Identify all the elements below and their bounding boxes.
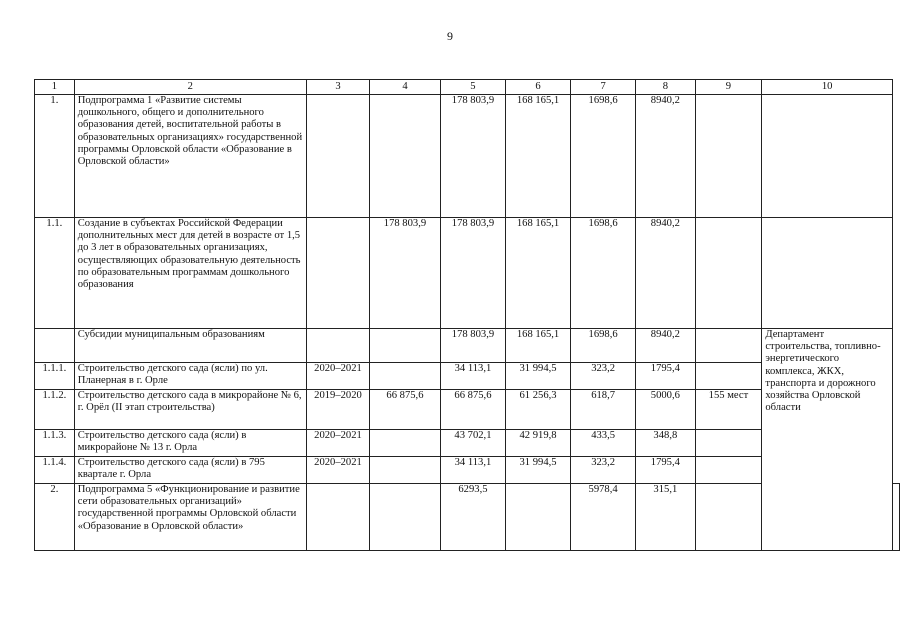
row-col-4: 66 875,6 bbox=[370, 390, 441, 430]
col-header-1: 1 bbox=[35, 80, 75, 95]
col-header-6: 6 bbox=[506, 80, 571, 95]
row-name: Строительство детского сада (ясли) по ул. Планерная в г. Орле bbox=[74, 363, 306, 390]
col-header-9: 9 bbox=[695, 80, 762, 95]
row-col-6: 168 165,1 bbox=[506, 329, 571, 363]
col-header-8: 8 bbox=[636, 80, 695, 95]
row-col-6: 42 919,8 bbox=[506, 430, 571, 457]
row-col-9 bbox=[695, 95, 762, 218]
row-number: 2. bbox=[35, 484, 75, 551]
row-col-6: 168 165,1 bbox=[506, 95, 571, 218]
row-number: 1.1.1. bbox=[35, 363, 75, 390]
row-col-4: 178 803,9 bbox=[370, 218, 441, 329]
row-name: Строительство детского сада (ясли) в микрорайоне № 13 г. Орла bbox=[74, 430, 306, 457]
row-years bbox=[306, 218, 369, 329]
col-header-4: 4 bbox=[370, 80, 441, 95]
row-col-8: 315,1 bbox=[636, 484, 695, 551]
row-col-4 bbox=[370, 484, 441, 551]
row-col-5: 6293,5 bbox=[440, 484, 505, 551]
row-col-9 bbox=[695, 218, 762, 329]
row-number bbox=[35, 329, 75, 363]
col-header-2: 2 bbox=[74, 80, 306, 95]
row-col-5: 66 875,6 bbox=[440, 390, 505, 430]
row-col-5: 34 113,1 bbox=[440, 457, 505, 484]
row-name: Создание в субъектах Российской Федерации дополнительных мест для детей в возрасте от 1,5 до 3 лет в образовательных организациях, осуществляющих образовательную деятельность по образовательным программам дошкольного образования bbox=[74, 218, 306, 329]
budget-table bbox=[34, 79, 900, 551]
row-col-8: 1795,4 bbox=[636, 457, 695, 484]
row-years: 2020–2021 bbox=[306, 430, 369, 457]
row-col-10 bbox=[893, 484, 900, 551]
row-name: Строительство детского сада (ясли) в 795 квартале г. Орла bbox=[74, 457, 306, 484]
row-col-7: 323,2 bbox=[571, 363, 636, 390]
row-col-4 bbox=[370, 95, 441, 218]
row-col-6: 168 165,1 bbox=[506, 218, 571, 329]
row-col-8: 8940,2 bbox=[636, 95, 695, 218]
row-col-6: 31 994,5 bbox=[506, 457, 571, 484]
row-col-5: 178 803,9 bbox=[440, 95, 505, 218]
row-years: 2020–2021 bbox=[306, 363, 369, 390]
row-col-8: 8940,2 bbox=[636, 218, 695, 329]
row-col-7: 1698,6 bbox=[571, 95, 636, 218]
row-name: Подпрограмма 5 «Функционирование и развитие сети образовательных организаций» государственной программы Орловской области «Образование в Орловской области» bbox=[74, 484, 306, 551]
responsible-department: Департамент строительства, топливно-энергетического комплекса, ЖКХ, транспорта и дорожного хозяйства Орловской области bbox=[762, 329, 893, 551]
row-years: 2020–2021 bbox=[306, 457, 369, 484]
row-col-5: 34 113,1 bbox=[440, 363, 505, 390]
col-header-5: 5 bbox=[440, 80, 505, 95]
header-row bbox=[35, 80, 900, 95]
table-row bbox=[35, 329, 900, 363]
row-col-9 bbox=[695, 457, 762, 484]
page-number: 9 bbox=[447, 29, 453, 43]
row-col-7: 5978,4 bbox=[571, 484, 636, 551]
row-number: 1.1.2. bbox=[35, 390, 75, 430]
row-col-9: 155 мест bbox=[695, 390, 762, 430]
row-col-8: 1795,4 bbox=[636, 363, 695, 390]
row-col-4 bbox=[370, 430, 441, 457]
row-number: 1. bbox=[35, 95, 75, 218]
row-name: Строительство детского сада в микрорайоне № 6, г. Орёл (II этап строительства) bbox=[74, 390, 306, 430]
row-col-10 bbox=[762, 95, 893, 218]
col-header-3: 3 bbox=[306, 80, 369, 95]
row-col-7: 433,5 bbox=[571, 430, 636, 457]
row-col-9 bbox=[695, 363, 762, 390]
row-years bbox=[306, 95, 369, 218]
col-header-10: 10 bbox=[762, 80, 893, 95]
row-col-10 bbox=[762, 218, 893, 329]
row-col-5: 178 803,9 bbox=[440, 218, 505, 329]
col-header-7: 7 bbox=[571, 80, 636, 95]
row-number: 1.1. bbox=[35, 218, 75, 329]
row-name: Подпрограмма 1 «Развитие системы дошкольного, общего и дополнительного образования детей, воспитательной работы в образовательных организациях» государственной программы Орловской области «Образование в Орловской области» bbox=[74, 95, 306, 218]
row-col-6: 31 994,5 bbox=[506, 363, 571, 390]
row-col-7: 618,7 bbox=[571, 390, 636, 430]
row-col-9 bbox=[695, 329, 762, 363]
row-name: Субсидии муниципальным образованиям bbox=[74, 329, 306, 363]
row-col-8: 8940,2 bbox=[636, 329, 695, 363]
row-col-9 bbox=[695, 430, 762, 457]
row-col-4 bbox=[370, 329, 441, 363]
row-col-7: 1698,6 bbox=[571, 218, 636, 329]
row-col-8: 348,8 bbox=[636, 430, 695, 457]
row-col-4 bbox=[370, 363, 441, 390]
row-col-5: 178 803,9 bbox=[440, 329, 505, 363]
row-col-5: 43 702,1 bbox=[440, 430, 505, 457]
row-col-6 bbox=[506, 484, 571, 551]
row-col-6: 61 256,3 bbox=[506, 390, 571, 430]
row-col-8: 5000,6 bbox=[636, 390, 695, 430]
row-col-9 bbox=[695, 484, 762, 551]
table-row bbox=[35, 95, 900, 218]
row-col-7: 323,2 bbox=[571, 457, 636, 484]
table-row bbox=[35, 218, 900, 329]
row-col-7: 1698,6 bbox=[571, 329, 636, 363]
row-years: 2019–2020 bbox=[306, 390, 369, 430]
row-number: 1.1.3. bbox=[35, 430, 75, 457]
row-years bbox=[306, 484, 369, 551]
row-years bbox=[306, 329, 369, 363]
row-number: 1.1.4. bbox=[35, 457, 75, 484]
row-col-4 bbox=[370, 457, 441, 484]
